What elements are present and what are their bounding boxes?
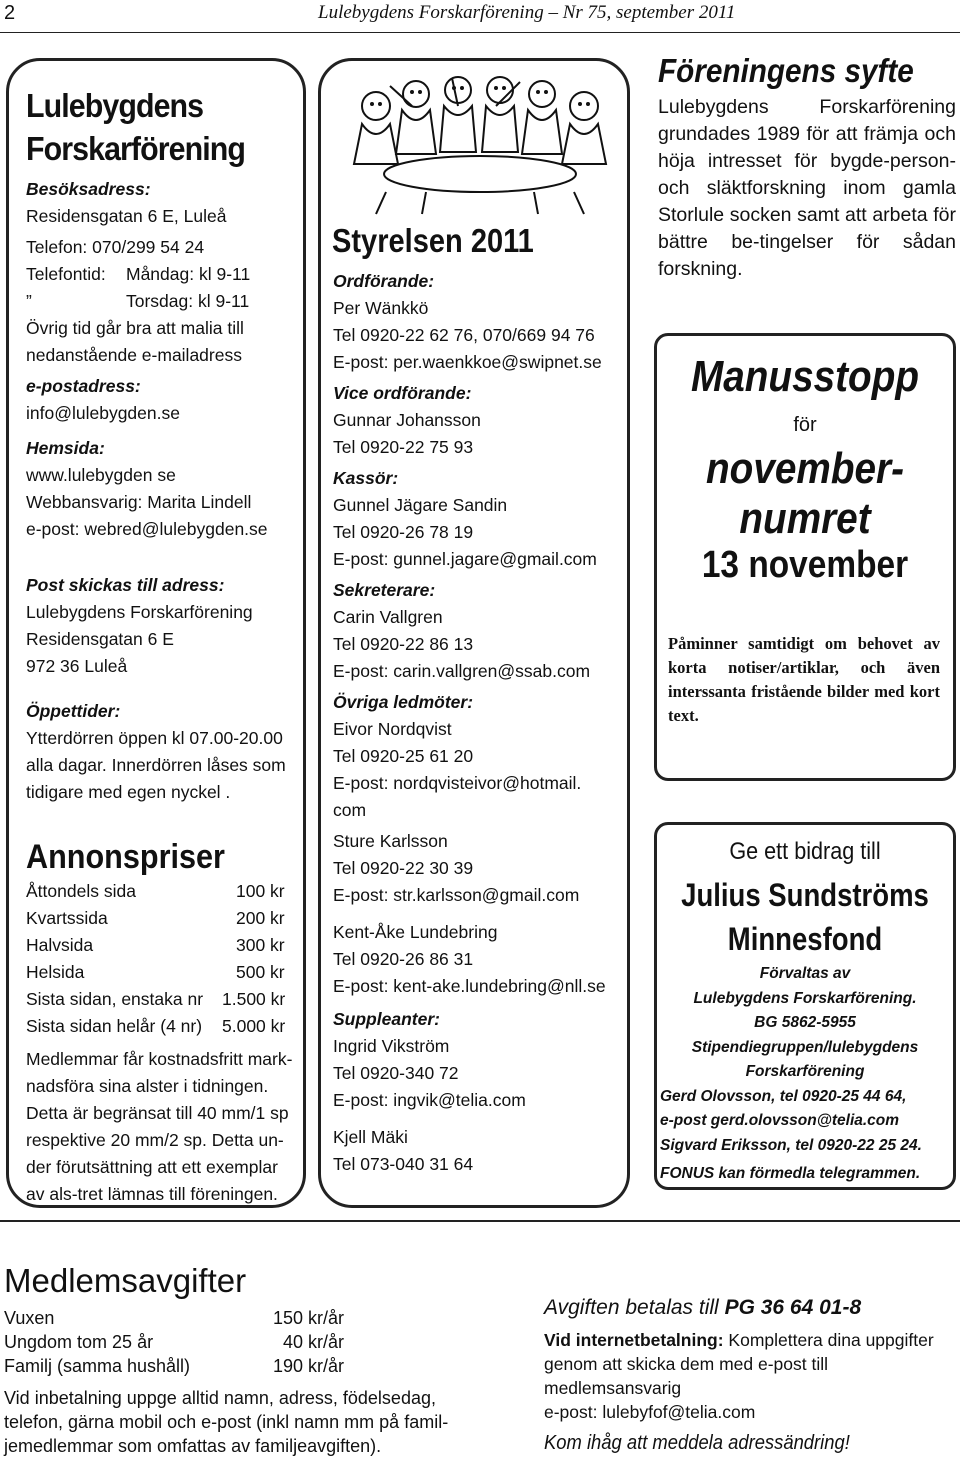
phone: Telefon: 070/299 54 24: [26, 237, 205, 257]
web-link[interactable]: www.lulebygden se: [26, 465, 176, 485]
phone-time-row: Telefontid: Måndag: kl 9-11: [26, 264, 251, 284]
header-rule: [0, 32, 960, 33]
secretary-label: Sekreterare:: [333, 580, 436, 600]
email-address[interactable]: info@lulebygden.se: [26, 403, 180, 423]
price-row: Sista sidan, enstaka nr 1.500 kr: [26, 989, 286, 1009]
deadline-reminder: Påminner samtidigt om behovet av korta notiser/artiklar, och även interssanta fristående bilder med kort text.: [668, 634, 940, 725]
deadline-date: 13 november: [701, 544, 909, 586]
web-label: Hemsida:: [26, 438, 105, 458]
webmaster-email[interactable]: e-post: webred@lulebygden.se: [26, 519, 268, 539]
page-number: 2: [4, 2, 16, 24]
purpose-title: Föreningens syfte: [658, 52, 914, 89]
address-change-reminder: Kom ihåg att meddela adressändring!: [544, 1432, 850, 1454]
visit-block: Besöksadress: Residensgatan 6 E, Luleå Telefon: 070/299 54 24 Telefontid: Måndag: kl 9-11 ” Torsdag: kl 9-11 Övrig tid går bra att malia till nedanstående e-mailadress e-postadress: info@lulebygden.se Hemsida: www.lulebygden se Webbansvarig: Marita Lindell e-post: webred@lulebygden.se: [26, 176, 310, 543]
other-members-label: Övriga ledmöter:: [333, 692, 474, 712]
purpose-text: Lulebygdens Forskarförening grundades 1989 för att främja och höja intresset för bygde-person- och släktforskning inom gamla Storlule socken samt att arbeta för bättre be-tingelser för sådan forskning.: [658, 96, 956, 280]
ads-note: Medlemmar får kostnadsfritt mark- nadsföra sina alster i tidningen. Detta är begränsat till 40 mm/1 sp respektive 20 mm/2 sp. Detta un- der förutsättning att ett exemplar av als-tret lämnas till föreningen.: [26, 1049, 293, 1204]
fee-row: Ungdom tom 25 år 40 kr/år: [4, 1332, 344, 1352]
payment-text: Vid internetbetalning: Komplettera dina uppgifter genom att skicka dem med e-post till medlemsansvarig e-post: lulebyfof@telia.com: [544, 1328, 944, 1424]
price-row: Halvsida 300 kr: [26, 935, 285, 955]
fund-line-1: Ge ett bidrag till: [729, 838, 881, 865]
fee-row: Familj (samma hushåll) 190 kr/år: [4, 1356, 344, 1376]
fees-note: Vid inbetalning uppge alltid namn, adress, födelsedag, telefon, gärna mobil och e-post (inkl namn mm på famil- jemedlemmar som omfattas av familjeavgiften).: [4, 1388, 449, 1456]
meeting-illustration: [346, 66, 614, 216]
phone-time-row-2: ” Torsdag: kl 9-11: [26, 291, 250, 311]
bottom-rule: [0, 1220, 960, 1222]
chair-label: Ordförande:: [333, 271, 435, 291]
fee-row: Vuxen 150 kr/år: [4, 1308, 344, 1328]
payment-title: Avgiften betalas till PG 36 64 01-8: [544, 1296, 862, 1319]
post-block: Post skickas till adress: Lulebygdens Forskarförening Residensgatan 6 E 972 36 Luleå: [26, 572, 310, 680]
price-row: Helsida 500 kr: [26, 962, 285, 982]
deadline-issue: november- numret: [706, 444, 904, 543]
fund-name: Julius Sundströms Minnesfond: [681, 877, 929, 957]
treasurer-label: Kassör:: [333, 468, 399, 488]
post-label: Post skickas till adress:: [26, 575, 225, 595]
price-row: Åttondels sida 100 kr: [26, 881, 285, 901]
price-row: Sista sidan helår (4 nr) 5.000 kr: [26, 1016, 286, 1036]
open-label: Öppettider:: [26, 701, 121, 721]
deadline-title: Manusstopp: [690, 352, 920, 401]
payment-email[interactable]: e-post: lulebyfof@telia.com: [544, 1402, 756, 1422]
deadline-for: för: [793, 414, 817, 436]
visit-address: Residensgatan 6 E, Luleå: [26, 206, 227, 226]
visit-label: Besöksadress:: [26, 179, 151, 199]
running-head: Lulebygdens Forskarförening – Nr 75, september 2011: [318, 2, 736, 23]
open-block: Öppettider: Ytterdörren öppen kl 07.00-20.00 alla dagar. Innerdörren låses som tidigare med egen nyckel .: [26, 698, 310, 806]
ads-title: Annonspriser: [26, 838, 225, 876]
fees-title: Medlemsavgifter: [4, 1262, 247, 1299]
fund-info: Förvaltas av Lulebygdens Forskarförening. BG 5862-5955 Stipendiegruppen/lulebygdens Forskarförening Gerd Olovsson, tel 0920-25 44 64, e-post gerd.olovsson@telia.com Sigvard Eriksson, tel 0920-22 25 24. FONUS kan förmedla telegrammen.: [660, 965, 922, 1182]
board-members: Ordförande: Per Wänkkö Tel 0920-22 62 76, 070/669 94 76 E-post: per.waenkkoe@swipnet.se Vice ordförande: Gunnar Johansson Tel 0920-22 75 93 Kassör: Gunnel Jägare Sandin Tel 0920-26 78 19 E-post: gunnel.jagare@gmail.com Sekreterare: Carin Vallgren Tel 0920-22 86 13 E-post: carin.vallgren@ssab.com Övriga ledmöter: Eivor Nordqvist Tel 0920-25 61 20 E-post: nordqvisteivor@hotmail. com Sture Karlsson Tel 0920-22 30 39 E-post: str.karlsson@gmail.com Kent-Åke Lundebring Tel 0920-26 86 31 E-post: kent-ake.lundebring@nll.se Suppleanter: Ingrid Vikström Tel 0920-340 72 E-post: ingvik@telia.com Kjell Mäki Tel 073-040 31 64: [333, 268, 627, 1178]
board-title: Styrelsen 2011: [332, 222, 534, 259]
org-title: Lulebygdens Forskarförening: [26, 87, 246, 167]
vice-label: Vice ordförande:: [333, 383, 472, 403]
price-list: [26, 878, 310, 1040]
email-label: e-postadress:: [26, 376, 141, 396]
price-row: Kvartssida 200 kr: [26, 908, 285, 928]
substitutes-label: Suppleanter:: [333, 1009, 440, 1029]
webmaster: Webbansvarig: Marita Lindell: [26, 492, 252, 512]
